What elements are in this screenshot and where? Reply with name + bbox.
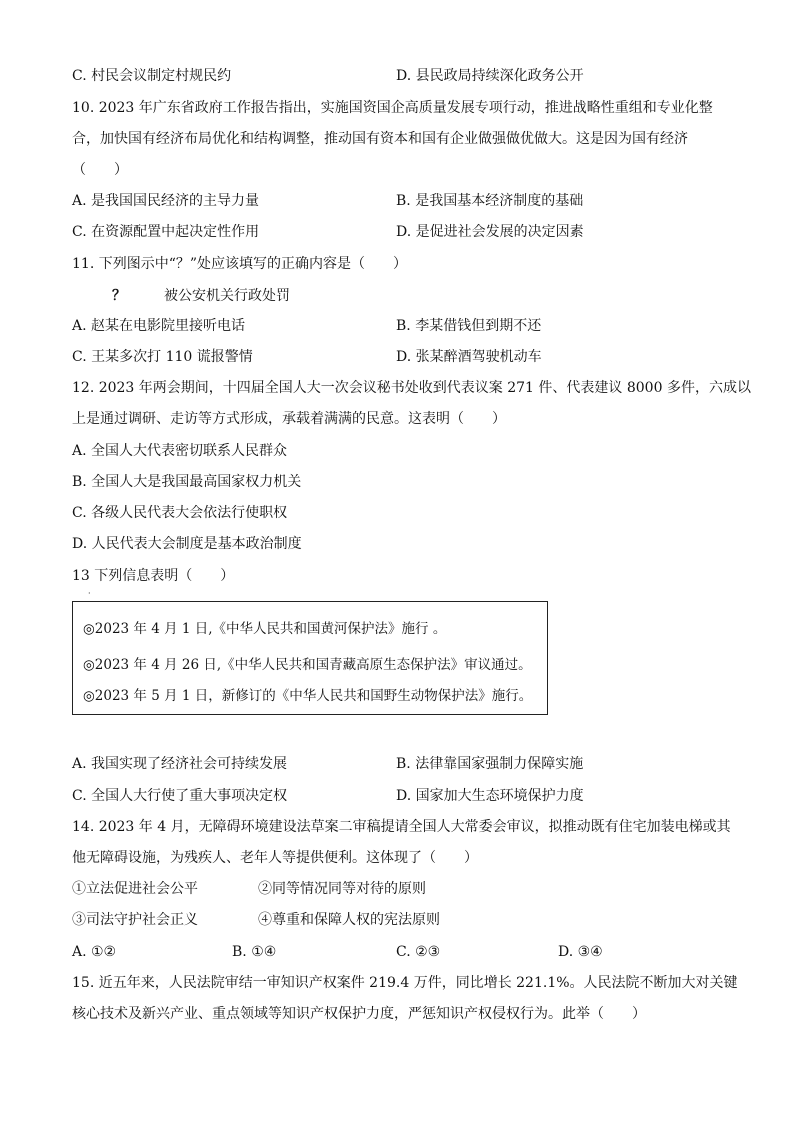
stray-mark: ·: [88, 589, 91, 598]
q10-option-c: C. 在资源配置中起决定性作用: [72, 224, 260, 240]
q13-option-d: D. 国家加大生态环境保护力度: [396, 788, 584, 804]
q13-info-item: ◎2023 年 4 月 26 日,《中华人民共和国青藏高原生态保护法》审议通过。: [83, 657, 532, 673]
q14-option-a: A. ①②: [72, 944, 117, 960]
q14-statement-3: ③司法守护社会正义: [72, 912, 198, 928]
q9-option-c: C. 村民会议制定村规民约: [72, 68, 232, 84]
q11-diagram-question-mark: ？: [112, 288, 126, 304]
q9-option-d: D. 县民政局持续深化政务公开: [396, 68, 584, 84]
q11-option-d: D. 张某醉酒驾驶机动车: [396, 349, 542, 365]
q13-option-a: A. 我国实现了经济社会可持续发展: [72, 756, 288, 772]
q13-info-box: [72, 601, 548, 715]
q15-stem-line2: 核心技术及新兴产业、重点领域等知识产权保护力度，严惩知识产权侵权行为。此举（ ）: [72, 1006, 646, 1022]
q10-option-a: A. 是我国国民经济的主导力量: [72, 193, 260, 209]
q14-stem-line2: 他无障碍设施，为残疾人、老年人等提供便利。这体现了（ ）: [72, 850, 478, 866]
q13-option-b: B. 法律靠国家强制力保障实施: [396, 756, 584, 772]
q11-option-b: B. 李某借钱但到期不还: [396, 318, 542, 334]
q10-stem-line1: 10. 2023 年广东省政府工作报告指出，实施国资国企高质量发展专项行动，推进战略性重组和专业化整: [72, 100, 713, 116]
q10-answer-bracket: （ ）: [72, 162, 128, 178]
q11-diagram-text: 被公安机关行政处罚: [164, 288, 290, 304]
q14-statement-2: ②同等情况同等对待的原则: [258, 881, 426, 897]
q13-option-c: C. 全国人大行使了重大事项决定权: [72, 788, 288, 804]
q12-option-c: C. 各级人民代表大会依法行使职权: [72, 505, 288, 521]
q11-option-a: A. 赵某在电影院里接听电话: [72, 318, 246, 334]
q11-option-c: C. 王某多次打 110 谎报警情: [72, 349, 253, 365]
q12-option-a: A. 全国人大代表密切联系人民群众: [72, 443, 288, 459]
q14-option-d: D. ③④: [558, 944, 603, 960]
q12-stem-line1: 12. 2023 年两会期间，十四届全国人大一次会议秘书处收到代表议案 271 件、代表建议 8000 多件，六成以: [72, 380, 751, 396]
q15-stem-line1: 15. 近五年来，人民法院审结一审知识产权案件 219.4 万件，同比增长 221.1%。人民法院不断加大对关键: [72, 975, 738, 991]
q12-option-b: B. 全国人大是我国最高国家权力机关: [72, 474, 302, 490]
q14-option-c: C. ②③: [396, 944, 441, 960]
q13-info-item: ◎2023 年 5 月 1 日，新修订的《中华人民共和国野生动物保护法》施行。: [83, 688, 533, 704]
q14-statement-4: ④尊重和保障人权的宪法原则: [258, 912, 440, 928]
q10-option-d: D. 是促进社会发展的决定因素: [396, 224, 584, 240]
q13-info-item: ◎2023 年 4 月 1 日,《中华人民共和国黄河保护法》施行 。: [83, 621, 447, 637]
q10-stem-line2: 合，加快国有经济布局优化和结构调整，推动国有资本和国有企业做强做优做大。这是因为国有经济: [72, 131, 688, 147]
q11-stem: 11. 下列图示中“？”处应该填写的正确内容是（ ）: [72, 256, 408, 272]
q12-option-d: D. 人民代表大会制度是基本政治制度: [72, 536, 302, 552]
q13-stem: 13 下列信息表明（ ）: [72, 568, 235, 584]
q14-stem-line1: 14. 2023 年 4 月，无障碍环境建设法草案二审稿提请全国人大常委会审议，拟推动既有住宅加装电梯或其: [72, 819, 731, 835]
q12-stem-line2: 上是通过调研、走访等方式形成，承载着满满的民意。这表明（ ）: [72, 411, 506, 427]
q14-statement-1: ①立法促进社会公平: [72, 881, 198, 897]
q14-option-b: B. ①④: [232, 944, 277, 960]
q10-option-b: B. 是我国基本经济制度的基础: [396, 193, 584, 209]
